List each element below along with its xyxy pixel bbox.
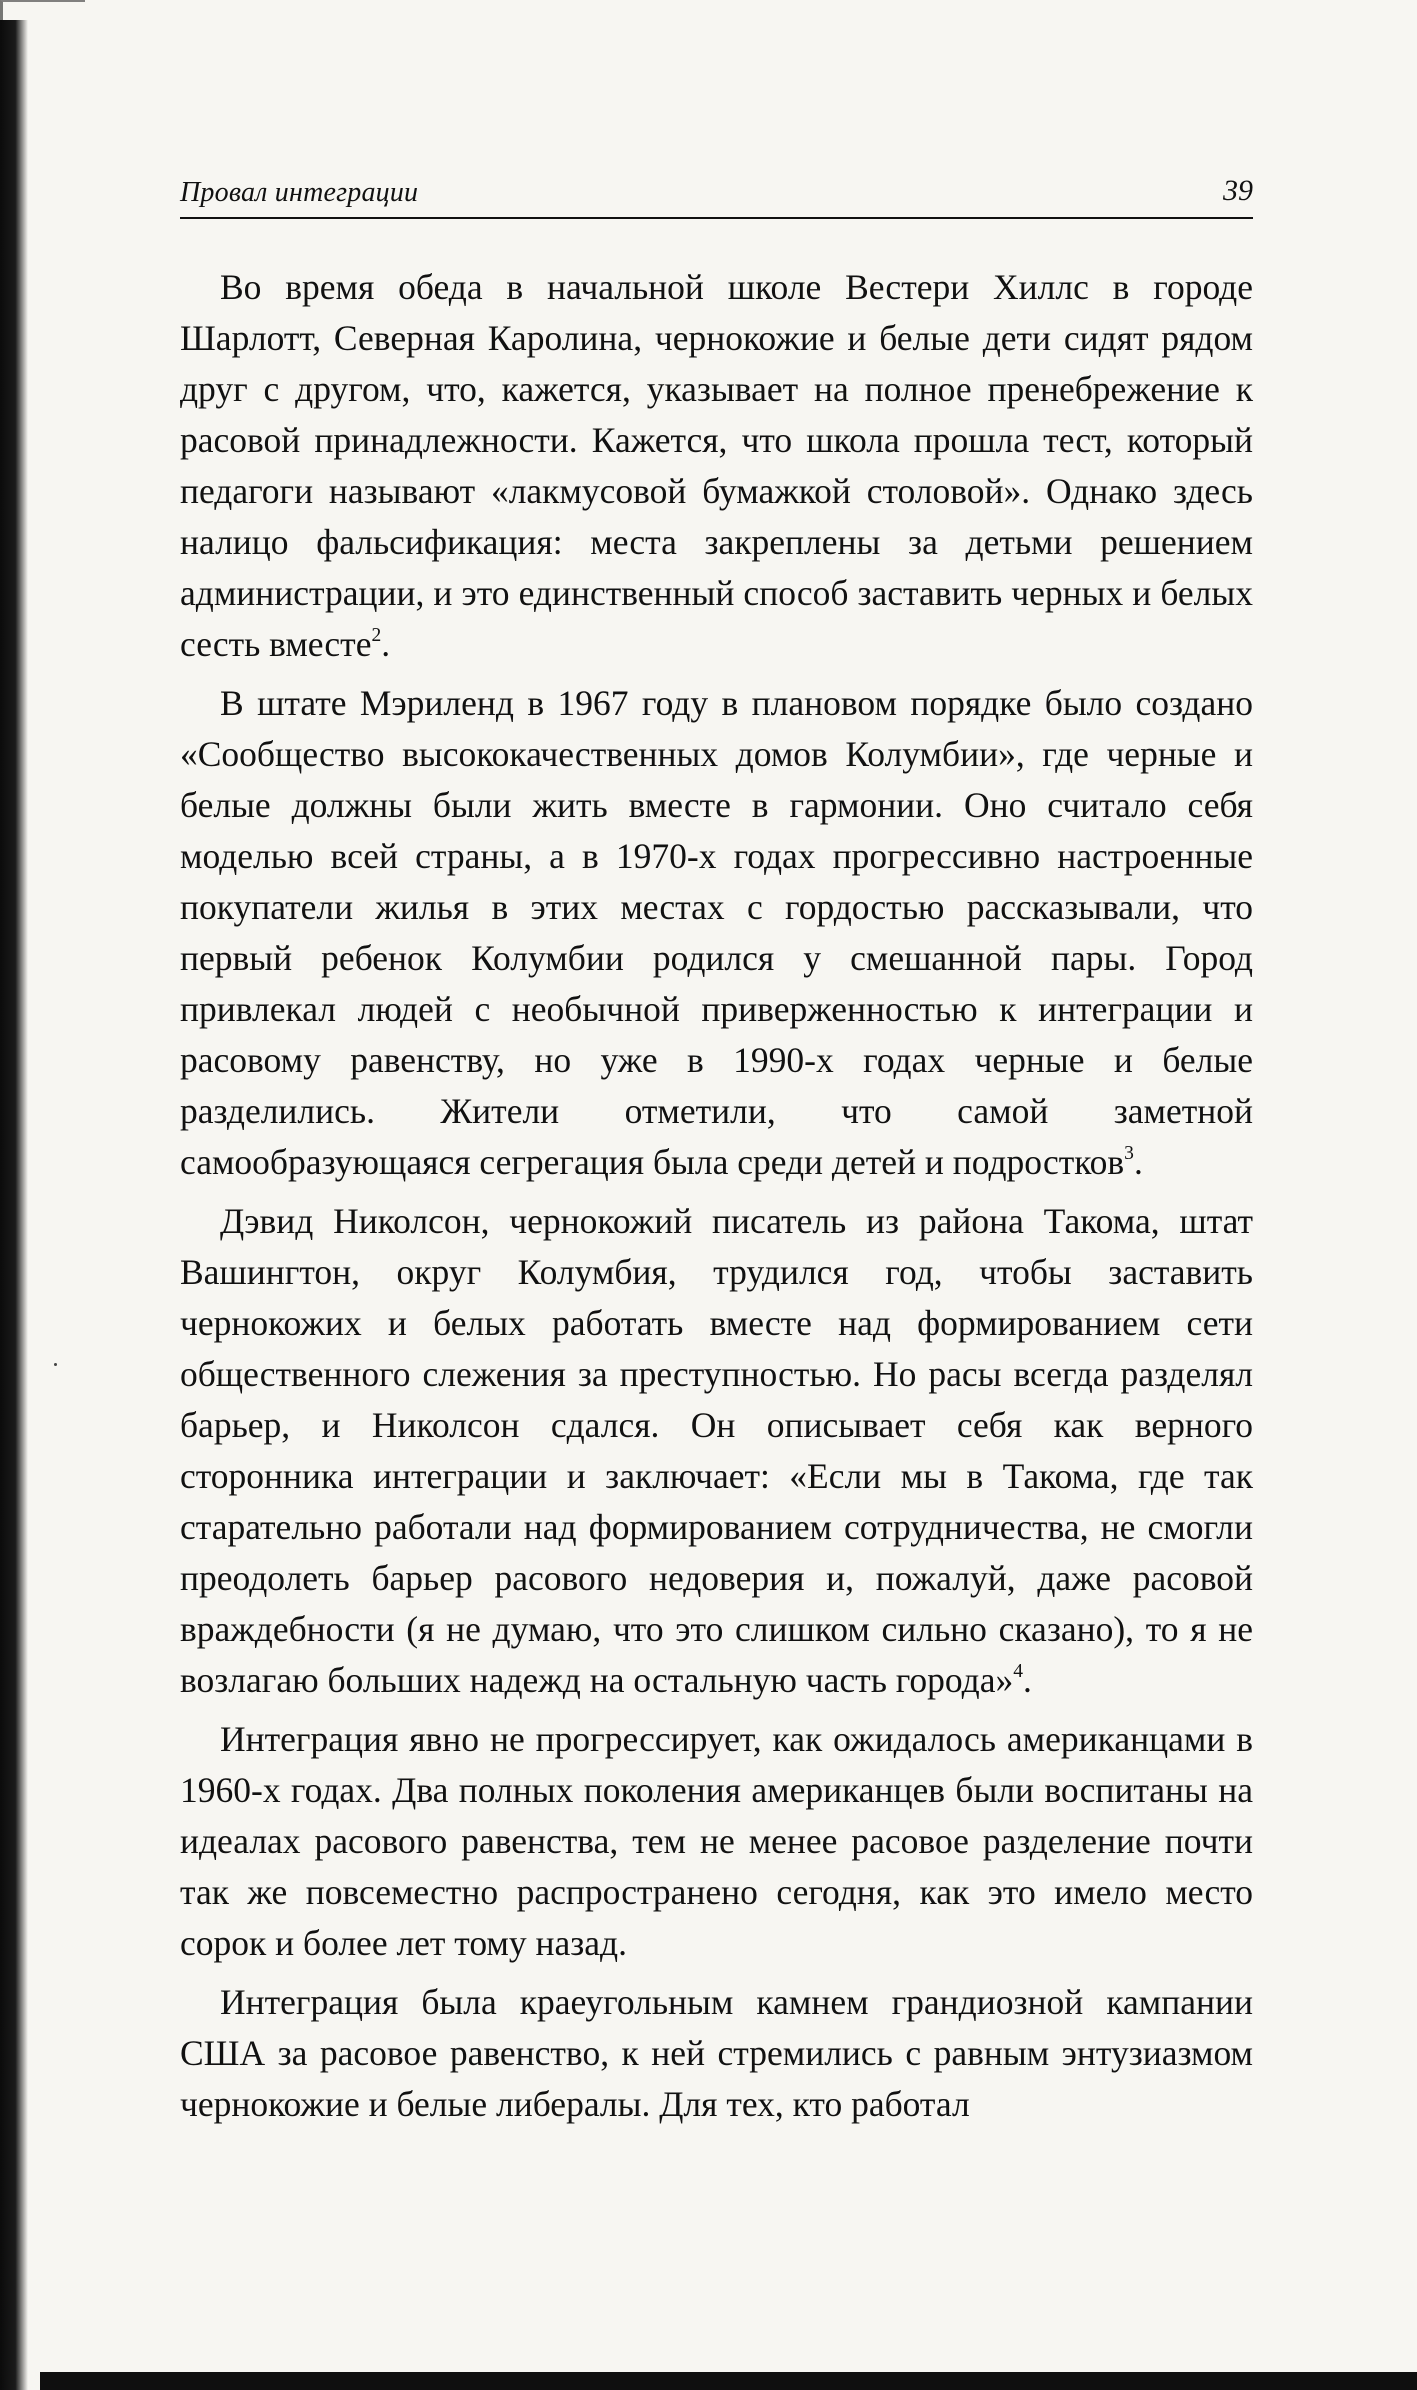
page-number: 39 xyxy=(1223,174,1253,207)
paragraph: В штате Мэриленд в 1967 году в плановом порядке было создано «Сообщество высококачественных домов Колумбии», где черные и белые должны были жить вместе в гармонии. Оно считало себя моделью всей страны, а в 1970-х годах прогрессивно настроенные покупатели жилья в этих местах с гордостью рассказывали, что первый ребенок Колумбии родился у смешанной пары. Город привлекал людей с необычной приверженностью к интеграции и расовому равенству, но уже в 1990-х годах черные и белые разделились. Жители отметили, что самой заметной самообразующаяся сегрегация была среди детей и подростков$^3$. xyxy=(180,683,1253,1182)
paragraph: Дэвид Николсон, чернокожий писатель из района Такома, штат Вашингтон, округ Колумбия, трудился год, чтобы заставить чернокожих и белых работать вместе над формированием сети общественного слежения за преступностью. Но расы всегда разделял барьер, и Николсон сдался. Он описывает себя как верного сторонника интеграции и заключает: «Если мы в Такома, где так старательно работали над формированием сотрудничества, не смогли преодолеть барьер расового недоверия и, пожалуй, даже расовой враждебности (я не думаю, что это слишком сильно сказано), то я не возлагаю больших надежд на остальную часть города»$^4$. xyxy=(180,1201,1253,1700)
footnote-ref: 3 xyxy=(1124,1143,1134,1165)
paragraph xyxy=(180,1714,1253,1969)
paragraph-text: Во время обеда в начальной школе Вестери Хиллс в городе Шарлотт, Северная Каролина, чернокожие и белые дети сидят рядом друг с другом, что, кажется, указывает на полное пренебрежение к расовой принадлежности. Кажется, что школа прошла тест, который педагоги называют «лакмусовой бумажкой столовой». Однако здесь налицо фальсификация: места закреплены за детьми решением администрации, и это единственный способ заставить черных и белых сесть вместе xyxy=(180,267,1253,664)
paragraph xyxy=(180,1977,1253,2130)
margin-speck xyxy=(54,1363,57,1366)
scan-edge-bottom xyxy=(40,2372,1417,2390)
running-header xyxy=(180,175,1253,219)
paragraph-text: В штате Мэриленд в 1967 году в плановом порядке было создано «Сообщество высококачественных домов Колумбии», где черные и белые должны были жить вместе в гармонии. Оно считало себя моделью всей страны, а в 1970-х годах прогрессивно настроенные покупатели жилья в этих местах с гордостью рассказывали, что первый ребенок Колумбии родился у смешанной пары. Город привлекал людей с необычной приверженностью к интеграции и расовому равенству, но уже в 1990-х годах черные и белые разделились. Жители отметили, что самой заметной самообразующаяся сегрегация была среди детей и подростков xyxy=(180,683,1253,1182)
body-text xyxy=(180,262,1253,2138)
running-head-title: Провал интеграции xyxy=(180,177,419,208)
scan-binding-shadow xyxy=(0,20,28,2390)
paragraph: Во время обеда в начальной школе Вестери Хиллс в городе Шарлотт, Северная Каролина, чернокожие и белые дети сидят рядом друг с другом, что, кажется, указывает на полное пренебрежение к расовой принадлежности. Кажется, что школа прошла тест, который педагоги называют «лакмусовой бумажкой столовой». Однако здесь налицо фальсификация: места закреплены за детьми решением администрации, и это единственный способ заставить черных и белых сесть вместе$^2$. xyxy=(180,267,1253,664)
paragraph-text: Дэвид Николсон, чернокожий писатель из района Такома, штат Вашингтон, округ Колумбия, трудился год, чтобы заставить чернокожих и белых работать вместе над формированием сети общественного слежения за преступностью. Но расы всегда разделял барьер, и Николсон сдался. Он описывает себя как верного сторонника интеграции и заключает: «Если мы в Такома, где так старательно работали над формированием сотрудничества, не смогли преодолеть барьер расового недоверия и, пожалуй, даже расовой враждебности (я не думаю, что это слишком сильно сказано), то я не возлагаю больших надежд на остальную часть города» xyxy=(180,1201,1253,1700)
paragraph-text: Интеграция была краеугольным камнем грандиозной кампании США за расовое равенство, к ней стремились с равным энтузиазмом чернокожие и белые либералы. Для тех, кто работал xyxy=(180,1982,1253,2124)
paragraph-text: Интеграция явно не прогрессирует, как ожидалось американцами в 1960-х годах. Два полных поколения американцев были воспитаны на идеалах расового равенства, тем не менее расовое разделение почти так же повсеместно распространено сегодня, как это имело место сорок и более лет тому назад. xyxy=(180,1719,1253,1963)
footnote-ref: 2 xyxy=(371,625,382,647)
footnote-ref: 4 xyxy=(1013,1661,1023,1683)
